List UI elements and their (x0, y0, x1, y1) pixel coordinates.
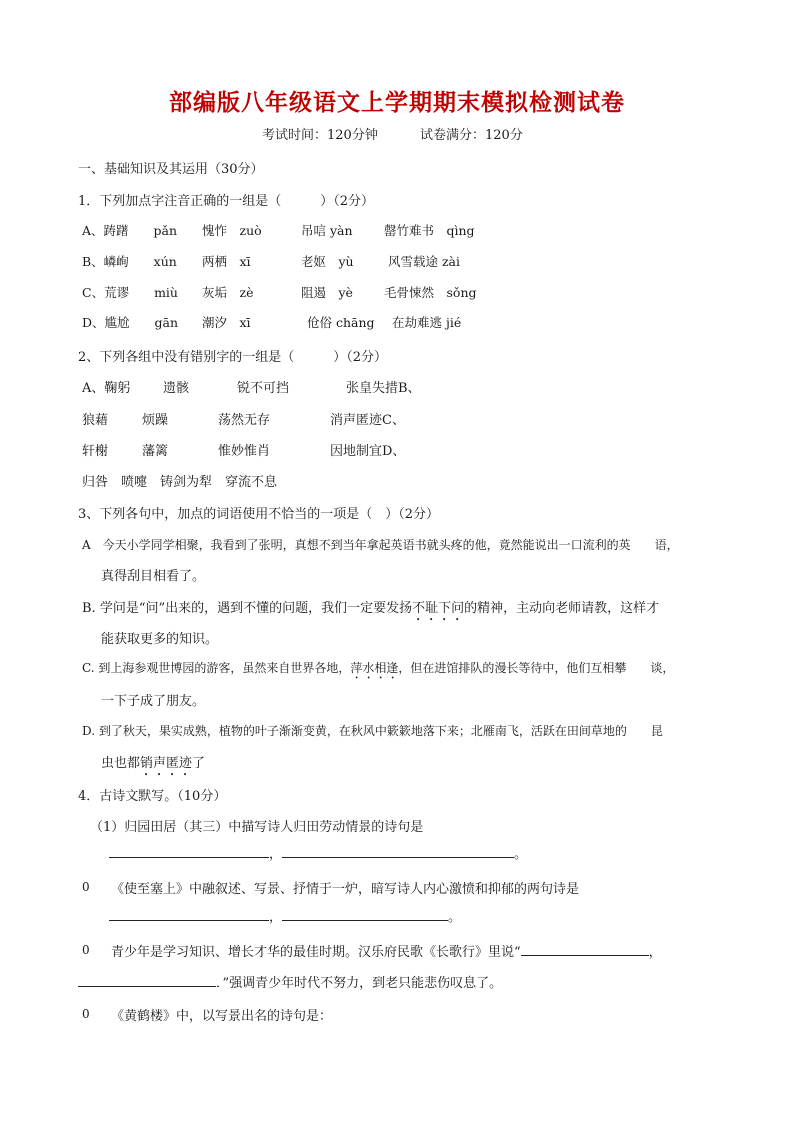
exam-time: 考试时间：120分钟 (262, 128, 378, 143)
q2-row-c-3: 惟妙惟肖 (218, 444, 271, 459)
q1-option-a-2: 愧怍 zuò (202, 223, 262, 238)
q4-part4: 《黄鹤楼》中，以写景出名的诗句是： (111, 1009, 333, 1024)
q4-part2-answer-line (109, 906, 461, 925)
q3-d-marked-word: 销声匿迹 (140, 756, 193, 771)
q2-row-b-1: 狼藉 (82, 413, 109, 428)
question-1-stem: 1．下列加点字注音正确的一组是（ ）（2分） (78, 194, 375, 209)
q2-row-a-4: 张皇失措B、 (346, 381, 421, 396)
q1-option-b-2: 两栖 xī (202, 254, 251, 269)
q1-option-c-2: 灰垢 zè (202, 285, 254, 300)
q2-row-d: 归咎 喷嚏 铸剑为犁 穿流不息 (82, 475, 278, 490)
page-title: 部编版八年级语文上学期期末模拟检测试卷 (169, 90, 625, 116)
punct-comma: ， (269, 847, 283, 862)
q2-row-b-3: 荡然无存 (218, 413, 271, 428)
q3-option-a-line2: 真得刮目相看了。 (101, 569, 206, 584)
q4-part3-line2 (78, 972, 502, 991)
punct-comma: ， (269, 910, 283, 925)
q1-option-c-3: 阻遏 yè (301, 285, 353, 300)
q2-row-c-1: 轩榭 (82, 444, 109, 459)
q2-row-c-4: 因地制宜D、 (330, 444, 406, 459)
punct-comma: ， (648, 945, 662, 960)
q3-option-c-line1 (82, 659, 674, 682)
q1-option-b-4: 风雪载途 zài (388, 254, 461, 269)
q4-part1: （1）归园田居（其三）中描写诗人归田劳动情景的诗句是 (90, 820, 424, 835)
answer-blank[interactable] (282, 843, 514, 858)
section-heading: 一、基础知识及其运用（30分） (78, 162, 264, 177)
q3-b-pre: B. 学问是“问”出来的，遇到不懂的问题，我们一定要发扬 (82, 601, 413, 616)
q3-d-post: 了 (192, 756, 206, 771)
q1-option-d-3: 伧俗 chāng (307, 315, 375, 330)
q3-option-a-line1: A 今天小学同学相聚，我看到了张明，真想不到当年拿起英语书就头疼的他，竟然能说出一口流利的英 语， (82, 538, 679, 552)
punct-period: 。 (448, 910, 462, 925)
q3-option-c-line2: 一下子成了朋友。 (101, 694, 206, 709)
answer-blank[interactable] (109, 843, 269, 858)
q1-option-c-4: 毛骨悚然 sǒng (384, 285, 477, 300)
full-score: 试卷满分：120分 (420, 128, 523, 143)
answer-blank[interactable] (78, 972, 216, 987)
q1-option-b-3: 老妪 yù (301, 254, 354, 269)
q4-part2-marker: 0 (82, 880, 90, 894)
q3-b-post: 的精神，主动向老师请教，这样才 (464, 601, 660, 616)
q1-option-b-1: B、嶙峋 xún (82, 254, 177, 269)
q1-option-a-1: A、踌躇 pǎn (82, 223, 178, 238)
q4-part4-marker: 0 (82, 1007, 90, 1021)
q1-option-d-4: 在劫难逃 jié (392, 315, 462, 330)
q3-c-post: ，但在进馆排队的漫长等待中，他们互相攀 谈， (398, 661, 675, 675)
q3-option-d-line2 (101, 752, 205, 779)
q3-c-pre: C. 到上海参观世博园的游客，虽然来自世界各地， (82, 661, 351, 675)
punct-period: 。 (514, 847, 528, 862)
q4-part3-line1 (111, 941, 662, 960)
q4-part2: 《使至塞上》中融叙述、写景、抒情于一炉，暗写诗人内心激愤和抑郁的两句诗是 (111, 882, 580, 897)
q1-option-a-3: 吊唁 yàn (301, 223, 353, 238)
q3-option-b-line1 (82, 597, 659, 624)
q3-d-pre: 虫也都 (101, 756, 141, 771)
q2-row-a-1: A、鞠躬 (82, 381, 131, 396)
q2-row-a-2: 遗骸 (163, 381, 190, 396)
q3-option-d-line1: D. 到了秋天，果实成熟，植物的叶子渐渐变黄，在秋风中簌簌地落下来；北雁南飞，活跃在田间草地的 昆 (82, 724, 663, 738)
q4-part1-answer-line (109, 843, 527, 862)
question-3-stem: 3、下列各句中，加点的词语使用不恰当的一项是（ ）（2分） (78, 507, 440, 522)
q2-row-b-4: 消声匿迹C、 (330, 413, 405, 428)
answer-blank[interactable] (109, 906, 269, 921)
question-4-stem: 4．古诗文默写。（10分） (78, 789, 227, 804)
answer-blank[interactable] (282, 906, 448, 921)
answer-blank[interactable] (521, 941, 649, 956)
q3-option-b-line2: 能获取更多的知识。 (101, 632, 219, 647)
q3-b-marked-word: 不耻下问 (412, 601, 465, 616)
question-2-stem: 2、下列各组中没有错别字的一组是（ ）（2分） (78, 350, 388, 365)
q2-row-a-3: 锐不可挡 (237, 381, 290, 396)
q1-option-d-1: D、尴尬 gān (82, 315, 179, 330)
q1-option-a-4: 罄竹难书 qìng (384, 223, 475, 238)
q4-part3-marker: 0 (82, 943, 90, 957)
q4-part3-end: ．”强调青少年时代不努力，到老只能悲伤叹息了。 (216, 976, 503, 991)
q1-option-d-2: 潮汐 xī (202, 315, 251, 330)
q2-row-b-2: 烦躁 (142, 413, 169, 428)
q2-row-c-2: 藩篱 (142, 444, 169, 459)
q3-c-marked-word: 萍水相逢 (350, 661, 399, 675)
q4-part3-text: 青少年是学习知识、增长才华的最佳时期。汉乐府民歌《长歌行》里说“ (111, 945, 521, 960)
q1-option-c-1: C、荒谬 miù (82, 285, 178, 300)
